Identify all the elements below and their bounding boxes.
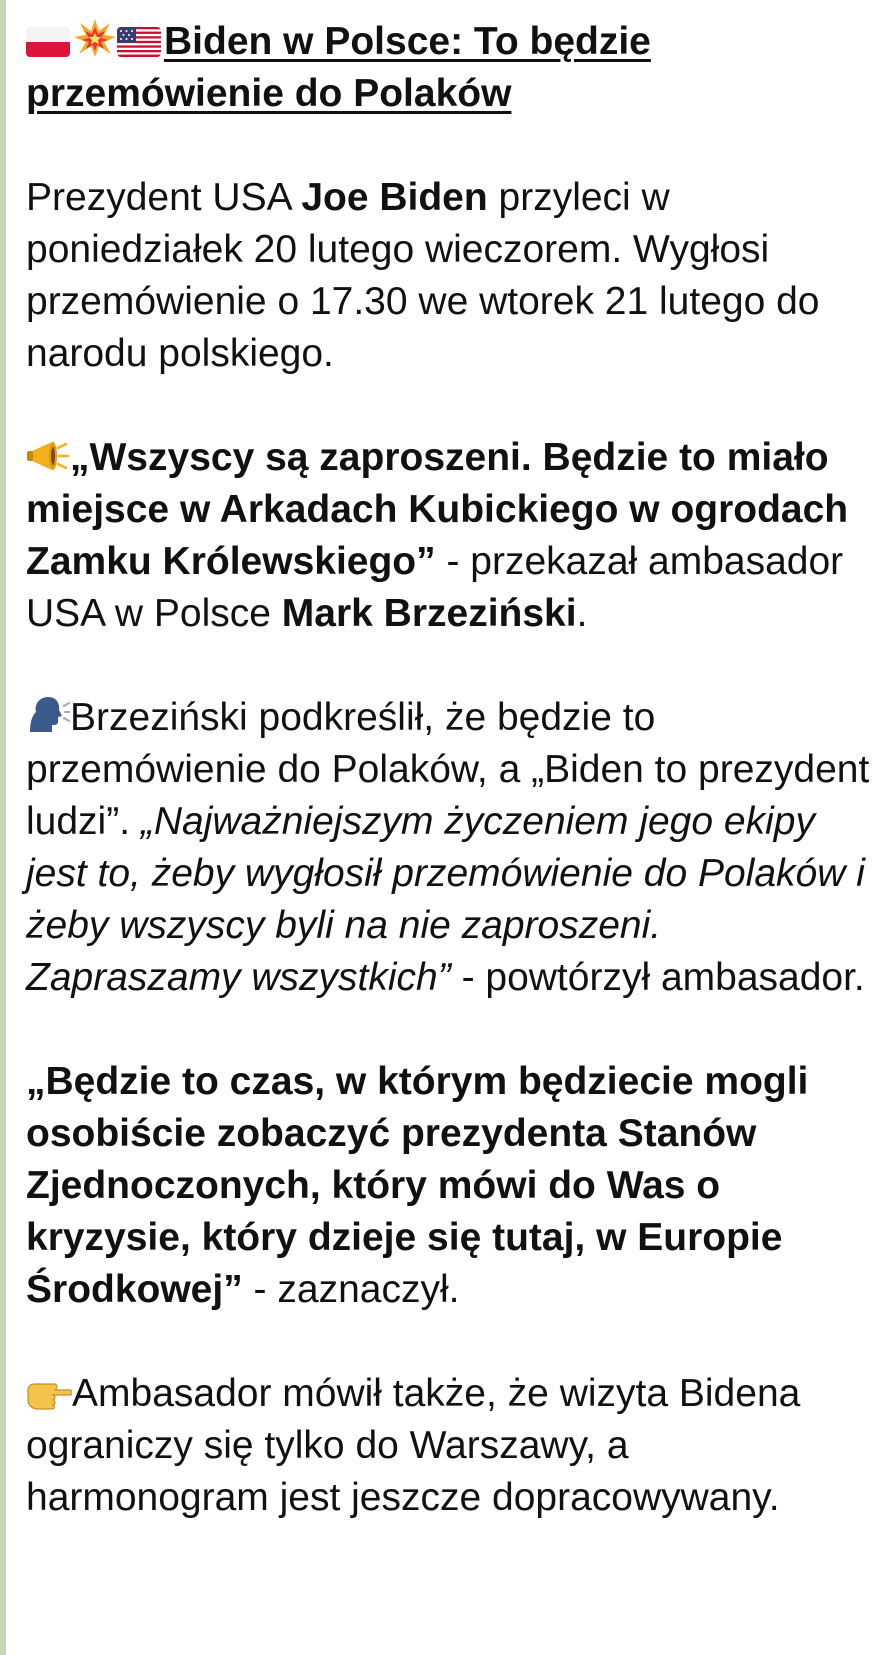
name-mark-brzezinski: Mark Brzeziński [281, 592, 577, 635]
paragraph-5 [26, 1368, 876, 1524]
collision-icon [73, 18, 117, 58]
paragraph-3-text-a: Brzeziński podkreślił, że będzie to przemówienie do Polaków, a „Biden to prezydent ludzi”. [26, 696, 870, 843]
name-joe-biden: Joe Biden [301, 176, 488, 219]
message-text [26, 16, 876, 1576]
paragraph-4-text-end: - zaznaczył. [242, 1268, 460, 1311]
headline-line-2: przemówienie do Polaków [26, 72, 512, 115]
flag-poland-icon [26, 27, 70, 57]
message-bubble [6, 0, 886, 1655]
paragraph-1-text-a: Prezydent USA [26, 176, 302, 219]
paragraph-2 [26, 432, 876, 640]
quote-wishes: „Najważniejszym życzeniem jego ekipy jest to, żeby wygłosił przemówienie do Polaków i żeby wszyscy byli na nie zaproszeni. Zapraszamy wszystkich” [26, 800, 865, 999]
megaphone-icon [26, 438, 70, 474]
speaking-head-icon [26, 694, 70, 734]
paragraph-1 [26, 172, 876, 380]
paragraph-2-text-mid: - przekazał ambasador USA w Polsce [26, 540, 844, 635]
quote-invitation: „Wszyscy są zaproszeni. Będzie to miało miejsce w Arkadach Kubickiego w ogrodach Zamku Królewskiego” [26, 436, 849, 583]
paragraph-2-text-end: . [576, 592, 588, 635]
flag-usa-icon [117, 27, 161, 57]
paragraph-5-text: Ambasador mówił także, że wizyta Bidena ograniczy się tylko do Warszawy, a harmonogram jest jeszcze dopracowywany. [26, 1372, 801, 1519]
quote-crisis: „Będzie to czas, w którym będziecie mogli osobiście zobaczyć prezydenta Stanów Zjednoczonych, który mówi do Was o kryzysie, który dzieje się tutaj, w Europie Środkowej” [26, 1060, 809, 1311]
post-headline [26, 16, 876, 120]
pointing-hand-icon [26, 1376, 72, 1410]
paragraph-1-text-c: przyleci w poniedziałek 20 lutego wieczorem. Wygłosi przemówienie o 17.30 we wtorek 21 lutego do narodu polskiego. [26, 176, 820, 375]
headline-line-1: Biden w Polsce: To będzie [164, 20, 651, 63]
paragraph-3-text-end: - powtórzył ambasador. [450, 956, 865, 999]
paragraph-3 [26, 692, 876, 1004]
paragraph-4 [26, 1056, 876, 1316]
